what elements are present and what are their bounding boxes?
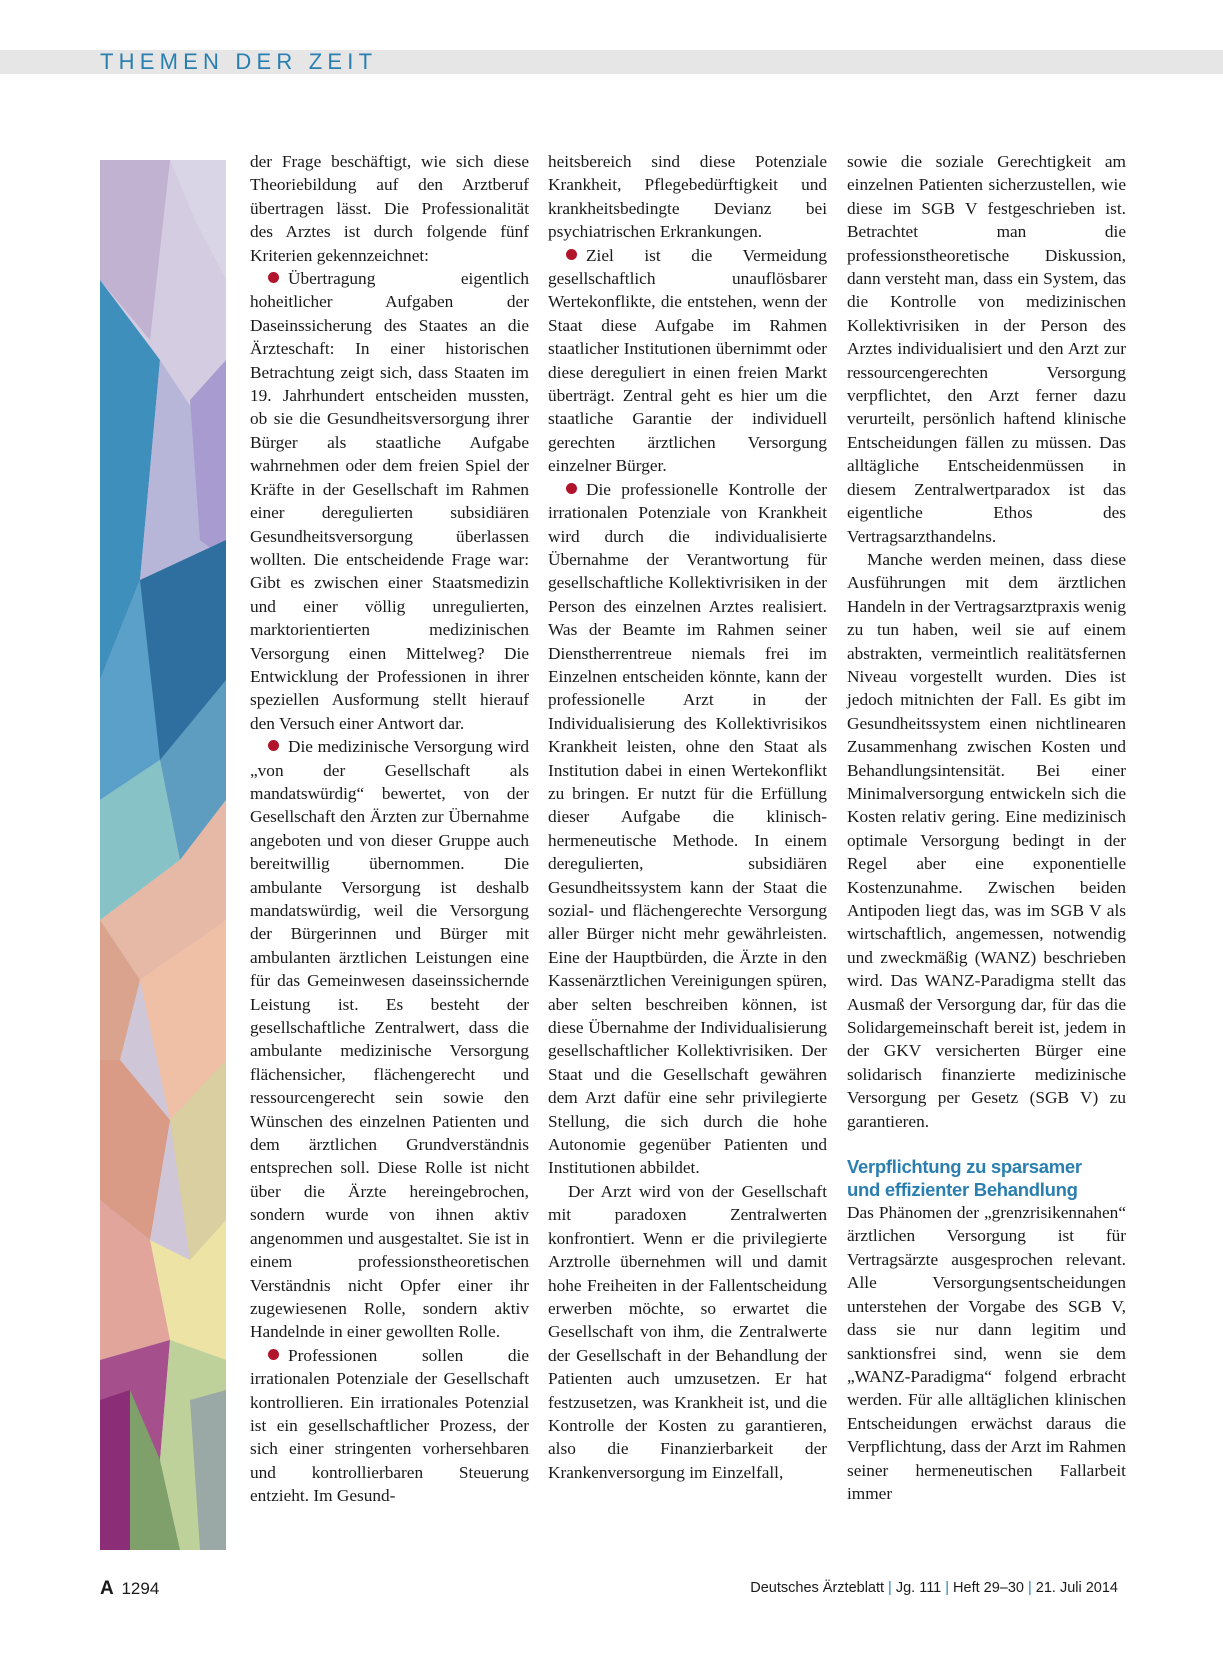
bullet-dot-icon — [566, 249, 577, 260]
page-number: A 1294 — [100, 1578, 160, 1599]
subheading: Verpflichtung zu sparsamer und effizienter Behandlung — [847, 1156, 1082, 1201]
bullet-dot-icon — [566, 483, 577, 494]
journal-citation: Deutsches Ärzteblatt | Jg. 111 | Heft 29–30 | 21. Juli 2014 — [750, 1580, 1118, 1596]
bullet-paragraph: Professionen sollen die irrationalen Potenziale der Gesellschaft kontrollieren. Ein irrationales Potenzial ist ein gesellschaftlicher Prozess, der sich einer stringenten vorhersehbaren und kontrollierbaren Steuerung entzieht. Im Gesund- — [250, 1345, 529, 1506]
paragraph: sowie die soziale Gerechtigkeit am einzelnen Patienten sicherzustellen, wie diese im SGB V festgeschrieben ist. Betrachtet man die professionstheoretische Diskussion, dann versteht man, dass ein System, das die Kontrolle von medizinischen Kollektivrisiken in der Person des Arztes individualisiert und den Arzt zur ressourcengerechten Versorgung verpflichtet, den Arzt ferner dazu verurteilt, persönlich haftend klinische Entscheidungen fällen zu müssen. Das alltägliche Entscheidenmüssen in diesem Zentralwertparadox ist das eigentliche Ethos des Vertragsarzthandelns. — [847, 152, 1126, 546]
text-column-3 — [847, 150, 1126, 1505]
decorative-artwork-image — [100, 160, 226, 1550]
bullet-paragraph: Die medizinische Versorgung wird „von der Gesellschaft als mandatswürdig“ bewertet, von der Gesellschaft den Ärzten zur Übernahme angeboten und von dieser Gruppe auch bereitwillig übernommen. Die ambulante Versorgung ist deshalb mandatswürdig, weil die Versorgung der Bürgerinnen und Bürger mit ambulanten ärztlichen Leistungen eine für das Gemeinwesen daseinssichernde Leistung ist. Es besteht der gesellschaftliche Zentralwert, dass die ambulante medizinische Versorgung flächensicher, flächengerecht und ressourcengerecht sein sowie den Wünschen des einzelnen Patienten und dem ärztlichen Grundverständnis entsprechen soll. Diese Rolle ist nicht über die Ärzte hereingebrochen, sondern wurde von ihnen aktiv angenommen und ausgestaltet. Sie ist in einem professionstheoretischen Verständnis nicht Opfer einer ihr zugewiesenen Rolle, sondern aktiv Handelnde in einer gewollten Rolle. — [250, 737, 529, 1342]
bullet-dot-icon — [268, 740, 279, 751]
paragraph: der Frage beschäftigt, wie sich diese Theoriebildung auf den Arztberuf übertragen lässt. Die Professionalität des Arztes ist durch folgende fünf Kriterien gekennzeichnet: — [250, 152, 529, 265]
section-title: THEMEN DER ZEIT — [100, 49, 378, 74]
bullet-paragraph: Ziel ist die Vermeidung gesellschaftlich unauflösbarer Wertekonflikte, die entstehen, wenn der Staat diese Aufgabe im Rahmen staatlicher Institutionen übernimmt oder diese dereguliert in einen freien Markt überträgt. Zentral geht es hier um die staatliche Garantie der individuell gerechten ärztlichen Versorgung einzelner Bürger. — [548, 245, 827, 476]
paragraph: Das Phänomen der „grenzrisikennahen“ ärztlichen Versorgung ist für Vertragsärzte ausgesprochen relevant. Alle Versorgungsentscheidungen unterstehen der Vorgabe des SGB V, dass sie nur dann legitim und sanktionsfrei sind, wenn sie dem „WANZ-Paradigma“ folgend erbracht werden. Für alle alltäglichen klinischen Entscheidungen erwächst daraus die Verpflichtung, dass der Arzt im Rahmen seiner hermeneutischen Fallarbeit immer — [847, 1203, 1126, 1503]
bullet-dot-icon — [268, 1349, 279, 1360]
bullet-dot-icon — [268, 272, 279, 283]
paragraph: heitsbereich sind diese Potenziale Krankheit, Pflegebedürftigkeit und krankheitsbedingte Devianz bei psychiatrischen Erkrankungen. — [548, 152, 827, 242]
bullet-paragraph: Die professionelle Kontrolle der irrationalen Potenziale von Krankheit wird durch die individualisierte Übernahme der Verantwortung für gesellschaftliche Kollektivrisiken in der Person des einzelnen Arztes realisiert. Was der Beamte im Rahmen seiner Dienstherrentreue niemals frei im Einzelnen entscheiden könnte, kann der professionelle Arzt in der Individualisierung des Kollektivrisikos Krankheit leisten, ohne den Staat als Institution dabei in einen Wertekonflikt zu bringen. Er nutzt für die Erfüllung dieser Aufgabe die klinisch-hermeneutische Methode. In einem deregulierten, subsidiären Gesundheitssystem kann der Staat die sozial- und flächengerechte Versorgung aller Bürger nicht mehr gewährleisten. Eine der Hauptbürden, die Ärzte in den Kassenärztlichen Vereinigungen spüren, aber selten beschreiben können, ist diese Übernahme der Individualisierung gesellschaftlicher Kollektivrisiken. Der Staat und die Gesellschaft gewähren dem Arzt dafür eine sehr privilegierte Stellung, die sich durch die hohe Autonomie gegenüber Patienten und Institutionen abbildet. — [548, 479, 827, 1178]
text-column-1 — [250, 150, 529, 1508]
paragraph: Manche werden meinen, dass diese Ausführungen mit dem ärztlichen Handeln in der Vertragsarztpraxis wenig zu tun haben, weil sie auf einem abstrakten, vermeintlich realitätsfernen Niveau vorgestellt wurden. Dies ist jedoch mitnichten der Fall. Es gibt im Gesundheitssystem einen nichtlinearen Zusammenhang zwischen Kosten und Behandlungsintensität. Bei einer Minimalversorgung entwickeln sich die Kosten relativ gering. Eine medizinisch optimale Versorgung bedingt in der Regel aber eine exponentielle Kostenzunahme. Zwischen beiden Antipoden liegt das, was im SGB V als wirtschaftlich, angemessen, notwendig und zweckmäßig (WANZ) beschrieben wird. Das WANZ-Paradigma stellt das Ausmaß der Versorgung dar, für das die Solidargemeinschaft bereit ist, jedem in der GKV versicherten Bürger eine solidarisch finanzierte medizinische Versorgung per Gesetz (SGB V) zu garantieren. — [847, 549, 1126, 1131]
paragraph: Der Arzt wird von der Gesellschaft mit paradoxen Zentralwerten konfrontiert. Wenn er die privilegierte Arztrolle übernehmen will und damit hohe Freiheiten in der Fallentscheidung erwerben möchte, so erwartet die Gesellschaft von ihm, die Zentralwerte der Gesellschaft in der Behandlung der Patienten auch umzusetzen. Er hat festzusetzen, was Krankheit ist, und die Kontrolle der Kosten zu garantieren, also die Finanzierbarkeit der Krankenversorgung im Einzelfall, — [548, 1181, 827, 1482]
bullet-paragraph: Übertragung eigentlich hoheitlicher Aufgaben der Daseinssicherung des Staates an die Ärzteschaft: In einer historischen Betrachtung zeigt sich, dass Staaten im 19. Jahrhundert entscheiden mussten, ob sie die Gesundheitsversorgung ihrer Bürger als staatliche Aufgabe wahrnehmen oder dem freien Spiel der Kräfte in der Gesellschaft im Rahmen einer deregulierten subsidiären Gesundheitsversorgung überlassen wollten. Die entscheidende Frage war: Gibt es zwischen einer Staatsmedizin und einer völlig unregulierten, marktorientierten medizinischen Versorgung einen Mittelweg? Die Entwicklung der Professionen in ihrer speziellen Ausformung stellt hierauf den Versuch einer Antwort dar. — [250, 269, 529, 733]
text-column-2 — [548, 150, 827, 1484]
